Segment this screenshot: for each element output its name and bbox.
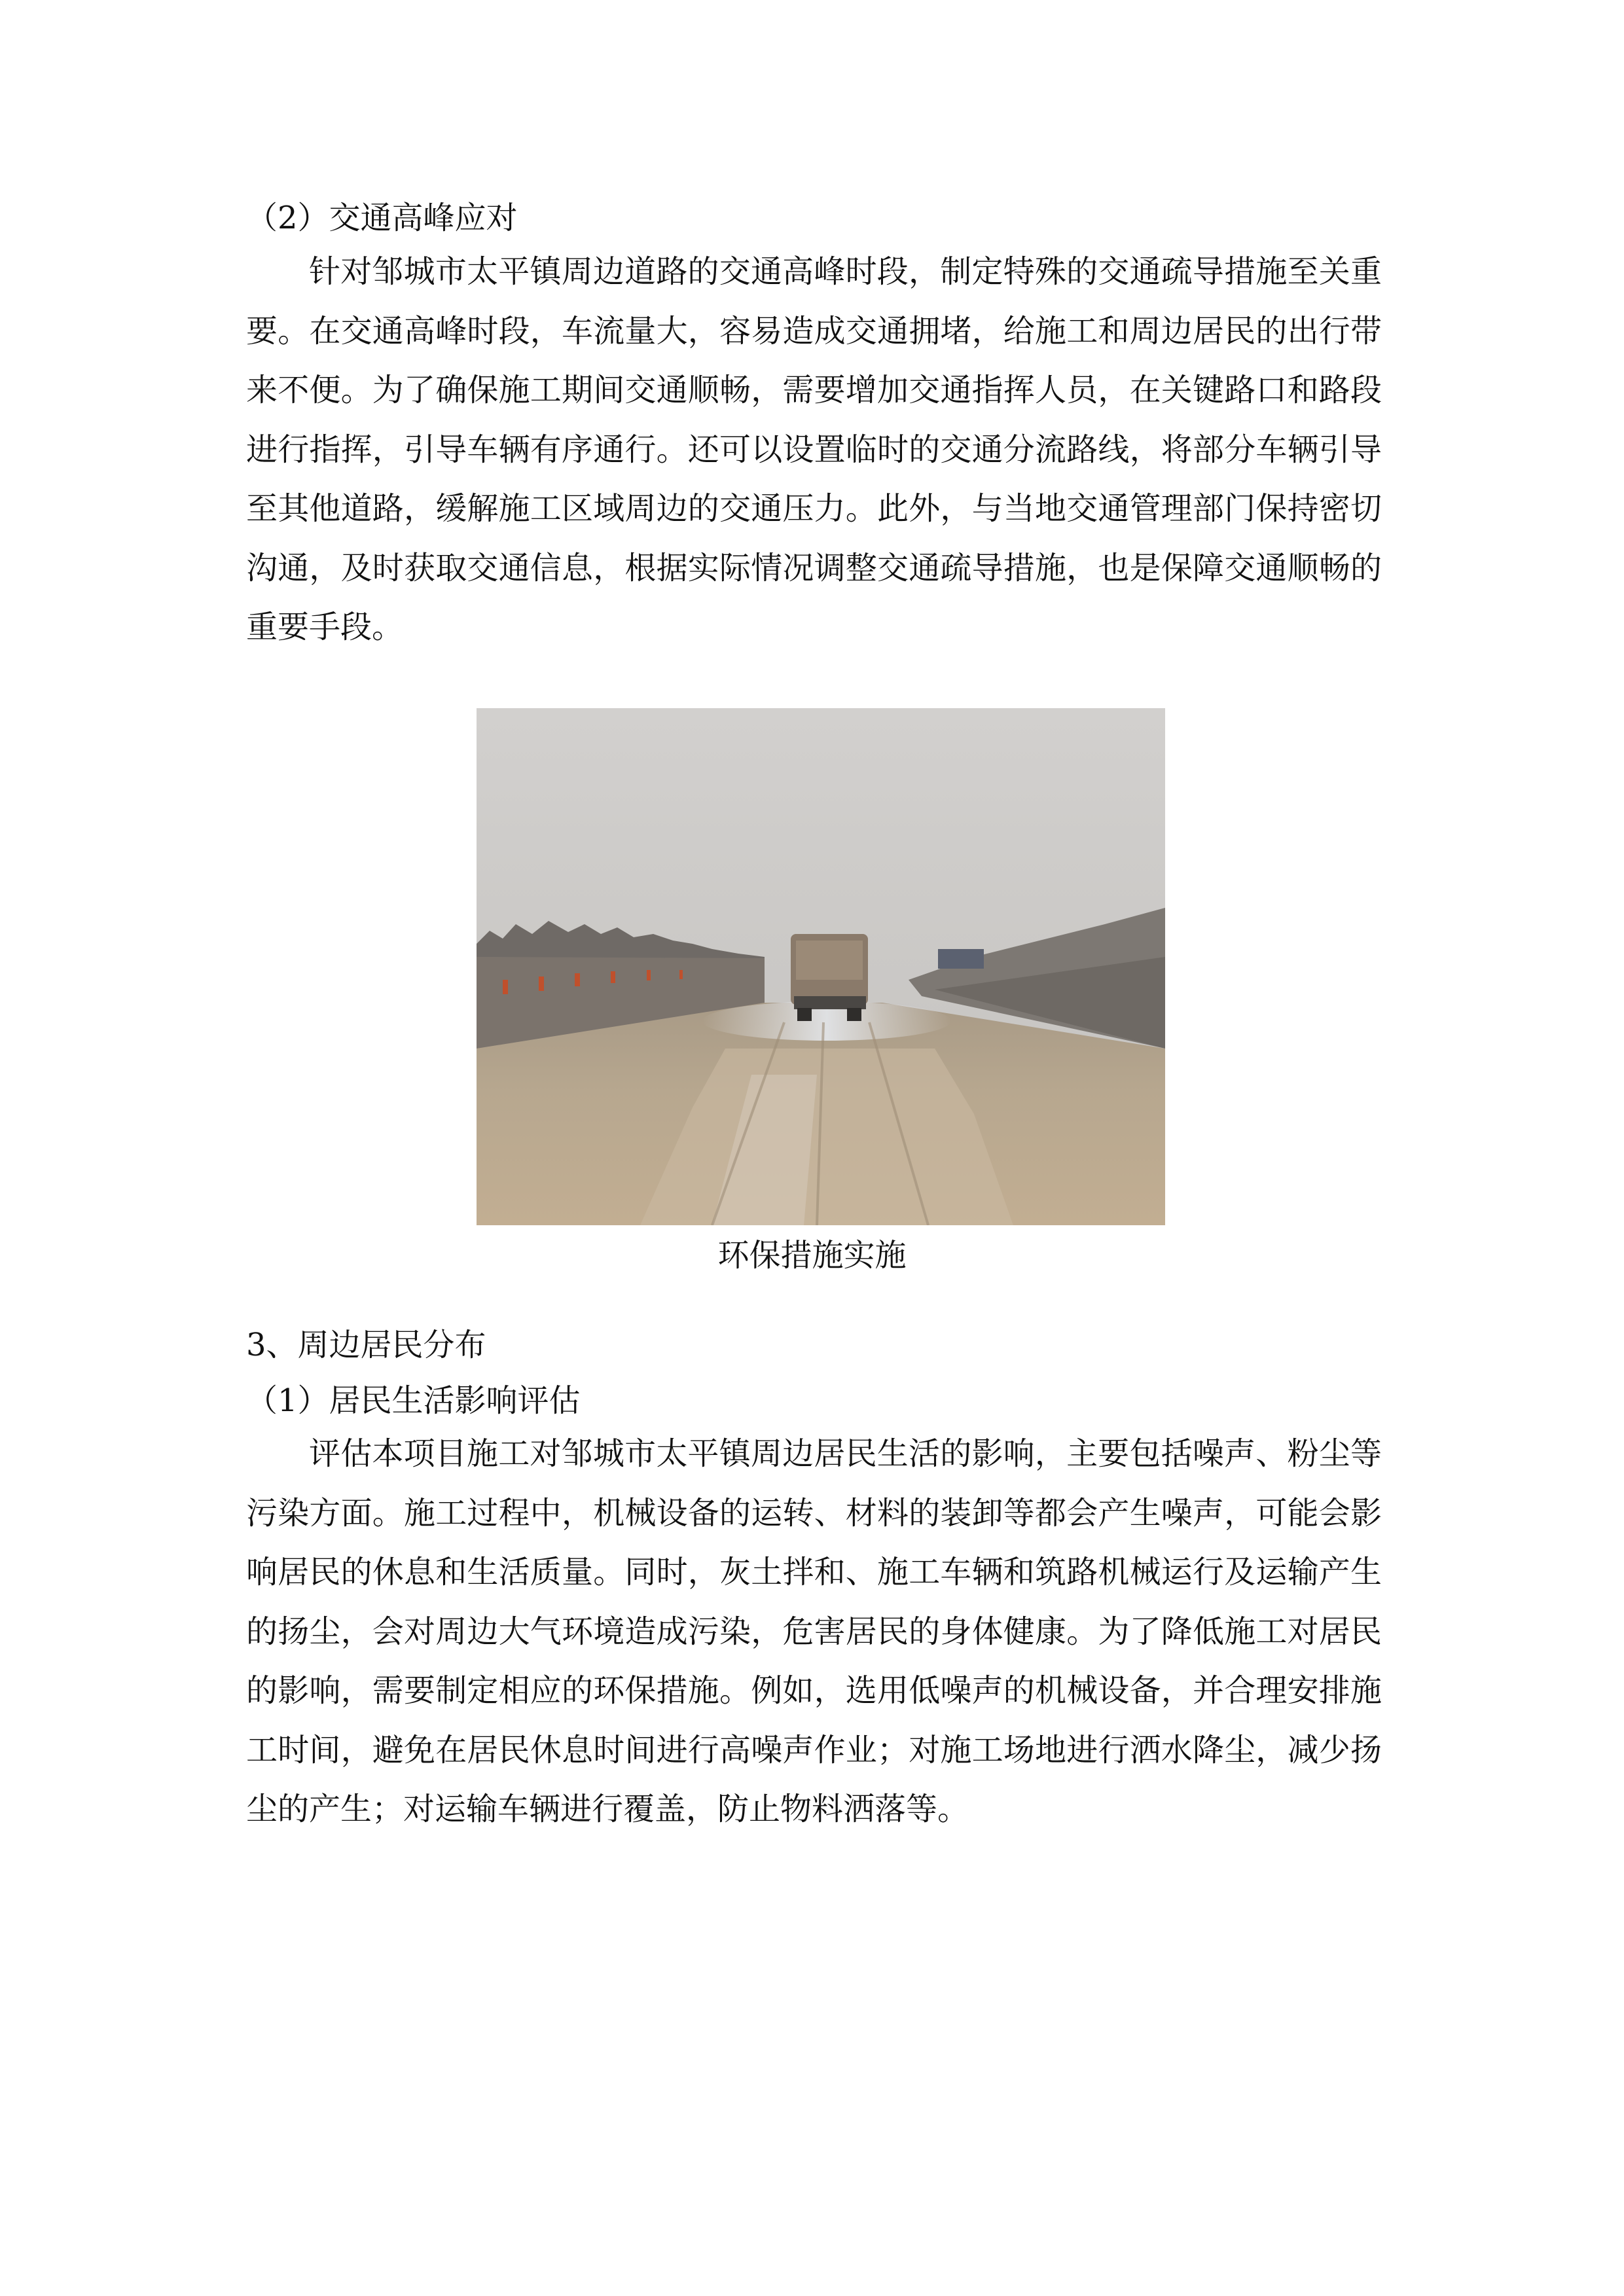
paragraph-impact-assessment: 评估本项目施工对邹城市太平镇周边居民生活的影响，主要包括噪声、粉尘等污染方面。施工过程中，机械设备的运转、材料的装卸等都会产生噪声，可能会影响居民的休息和生活质量。同时，灰土拌和、施工车辆和筑路机械运行及运输产生的扬尘，会对周边大气环境造成污染，危害居民的身体健康。为了降低施工对居民的影响，需要制定相应的环保措施。例如，选用低噪声的机械设备，并合理安排施工时间，避免在居民休息时间进行高噪声作业；对施工场地进行洒水降尘，减少扬尘的产生；对运输车辆进行覆盖，防止物料洒落等。	[246, 1435, 1382, 1827]
sprinkler-truck	[791, 934, 868, 1021]
paragraph-traffic-peak: 针对邹城市太平镇周边道路的交通高峰时段，制定特殊的交通疏导措施至关重要。在交通高峰时段，车流量大，容易造成交通拥堵，给施工和周边居民的出行带来不便。为了确保施工期间交通顺畅，需要增加交通指挥人员，在关键路口和路段进行指挥，引导车辆有序通行。还可以设置临时的交通分流路线，将部分车辆引导至其他道路，缓解施工区域周边的交通压力。此外，与当地交通管理部门保持密切沟通，及时获取交通信息，根据实际情况调整交通疏导措施，也是保障交通顺畅的重要手段。	[246, 253, 1382, 645]
figure-photo-road-sprinkler	[477, 708, 1165, 1225]
road-construction-photo	[477, 708, 1165, 1225]
section-heading-residents: 3、周边居民分布	[246, 1327, 486, 1363]
figure-caption: 环保措施实施	[717, 1237, 907, 1274]
section-heading-traffic-peak: （2）交通高峰应对	[246, 200, 518, 236]
subsection-heading-impact: （1）居民生活影响评估	[246, 1382, 581, 1419]
